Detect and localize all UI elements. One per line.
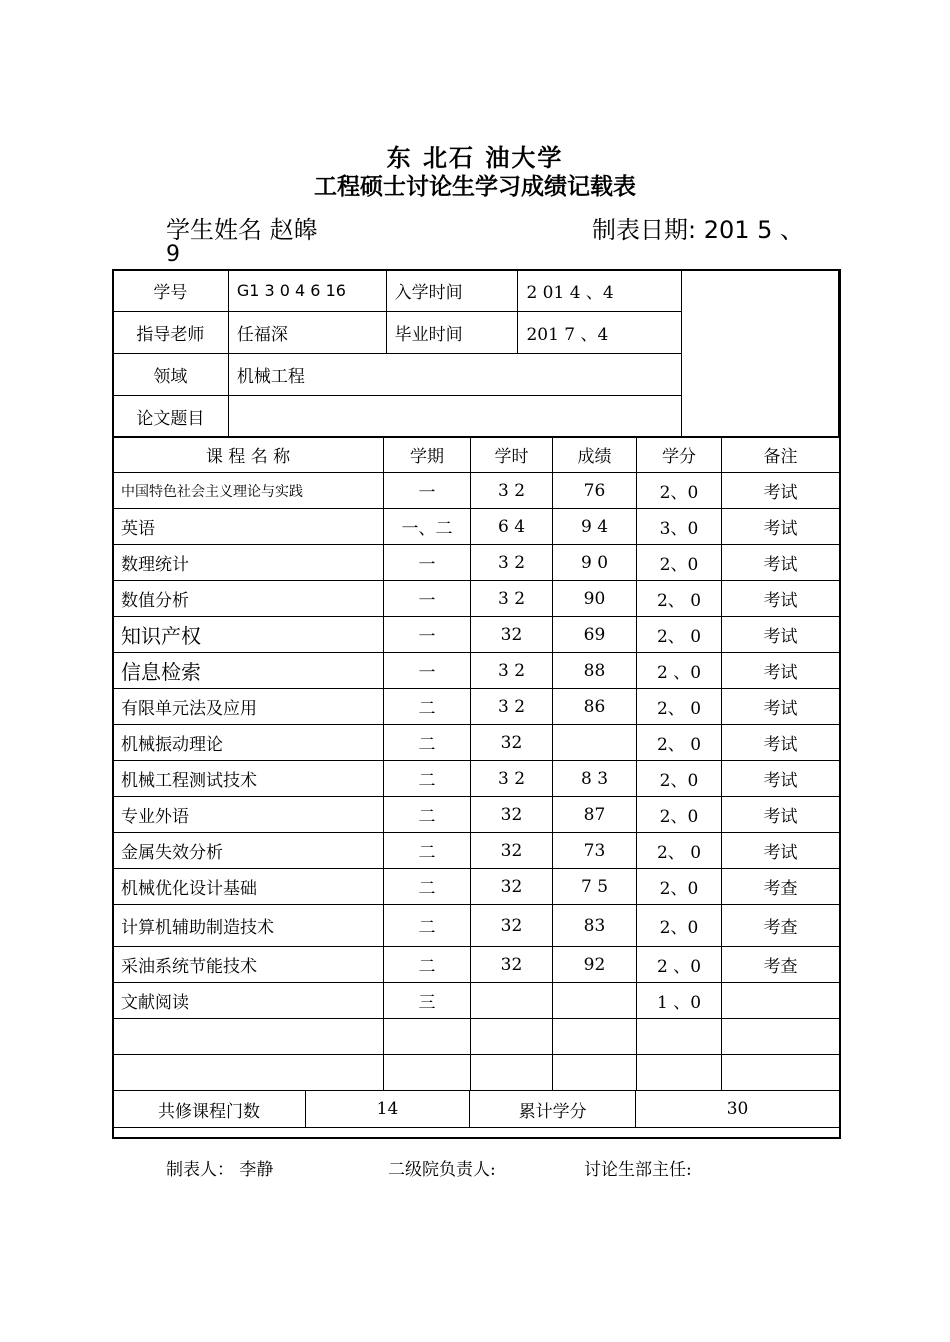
university-name: 东 北石 油大学	[386, 144, 564, 172]
course-credit: 2、0	[637, 545, 722, 581]
totals-row	[113, 1091, 840, 1128]
course-note: 考查	[722, 947, 840, 983]
student-info-table	[112, 269, 839, 438]
course-score: 9 0	[553, 545, 637, 581]
course-credit: 2、0	[637, 797, 722, 833]
course-hours: 3 2	[471, 689, 553, 725]
field-value: 机械工程	[228, 354, 681, 396]
course-score	[553, 725, 637, 761]
course-term: 三	[384, 983, 471, 1019]
course-note	[722, 983, 840, 1019]
field-label: 领域	[113, 354, 229, 396]
id-label: 学号	[113, 270, 229, 312]
total-credits-value: 30	[726, 1099, 749, 1119]
table-row	[113, 617, 840, 653]
course-note: 考试	[722, 617, 840, 653]
course-hours	[471, 1019, 553, 1055]
course-name: 专业外语	[113, 797, 384, 833]
course-term: 一	[384, 653, 471, 689]
thesis-value	[228, 396, 681, 438]
office-head: 讨论生部主任:	[584, 1160, 692, 1180]
advisor-label: 指导老师	[113, 312, 229, 354]
course-credit: 2、0	[637, 869, 722, 905]
course-hours: 32	[471, 905, 553, 947]
col-credit: 学分	[637, 437, 722, 473]
course-hours: 32	[471, 617, 553, 653]
course-credit	[637, 1055, 722, 1091]
course-score	[553, 983, 637, 1019]
table-row	[113, 833, 840, 869]
course-term: 一	[384, 473, 471, 509]
enroll-value: 2 01 4 、4	[518, 270, 682, 312]
course-credit: 2、0	[637, 761, 722, 797]
col-score: 成绩	[553, 437, 637, 473]
course-name: 英语	[113, 509, 384, 545]
course-hours: 32	[471, 725, 553, 761]
course-score: 7 5	[553, 869, 637, 905]
course-note: 考试	[722, 581, 840, 617]
col-hours: 学时	[471, 437, 553, 473]
course-hours: 3 2	[471, 761, 553, 797]
course-credit: 2、 0	[637, 581, 722, 617]
course-note: 考查	[722, 905, 840, 947]
course-term: 二	[384, 833, 471, 869]
table-row	[113, 983, 840, 1019]
course-name: 有限单元法及应用	[113, 689, 384, 725]
course-name: 采油系统节能技术	[113, 947, 384, 983]
grad-value: 201 7 、4	[518, 312, 682, 354]
id-value: G1 3 0 4 6 16	[228, 270, 386, 312]
course-score: 8 3	[553, 761, 637, 797]
course-term: 二	[384, 947, 471, 983]
course-hours: 32	[471, 947, 553, 983]
course-term: 二	[384, 689, 471, 725]
course-term: 一	[384, 581, 471, 617]
table-row	[113, 1019, 840, 1055]
course-name: 机械振动理论	[113, 725, 384, 761]
course-term: 二	[384, 797, 471, 833]
course-score: 86	[553, 689, 637, 725]
total-courses-label: 共修课程门数	[113, 1091, 306, 1127]
dept-head: 二级院负责人:	[388, 1160, 496, 1180]
form-date: 制表日期: 201 5 、	[592, 216, 805, 244]
course-note: 考试	[722, 761, 840, 797]
thesis-label: 论文题目	[113, 396, 229, 438]
course-score: 90	[553, 581, 637, 617]
course-term	[384, 1055, 471, 1091]
course-score	[553, 1019, 637, 1055]
total-courses-value: 14	[306, 1091, 470, 1127]
course-score: 88	[553, 653, 637, 689]
total-credits-label: 累计学分	[470, 1091, 636, 1127]
table-row	[113, 905, 840, 947]
course-name	[113, 1055, 384, 1091]
course-credit: 2、 0	[637, 833, 722, 869]
col-note: 备注	[722, 437, 840, 473]
course-credit: 1 、0	[637, 983, 722, 1019]
form-title: 工程硕士讨论生学习成绩记载表	[314, 174, 636, 200]
course-note: 考查	[722, 869, 840, 905]
course-credit: 2、 0	[637, 689, 722, 725]
form-maker: 制表人： 李静	[166, 1160, 274, 1180]
table-row	[113, 725, 840, 761]
course-hours	[471, 1055, 553, 1091]
header-row	[113, 437, 840, 473]
course-note: 考试	[722, 473, 840, 509]
course-score: 87	[553, 797, 637, 833]
table-row	[113, 545, 840, 581]
course-table	[112, 436, 840, 1128]
course-name: 机械优化设计基础	[113, 869, 384, 905]
table-row	[113, 947, 840, 983]
course-name: 知识产权	[113, 617, 384, 653]
course-hours: 3 2	[471, 473, 553, 509]
course-credit: 2、0	[637, 905, 722, 947]
course-note: 考试	[722, 545, 840, 581]
course-credit: 2、0	[637, 473, 722, 509]
course-note: 考试	[722, 833, 840, 869]
course-score: 69	[553, 617, 637, 653]
enroll-label: 入学时间	[386, 270, 518, 312]
course-note: 考试	[722, 509, 840, 545]
course-note: 考试	[722, 725, 840, 761]
course-credit: 2 、0	[637, 653, 722, 689]
grad-label: 毕业时间	[386, 312, 518, 354]
course-credit: 2 、0	[637, 947, 722, 983]
course-term: 一	[384, 545, 471, 581]
table-row	[113, 473, 840, 509]
course-hours: 3 2	[471, 653, 553, 689]
course-score: 76	[553, 473, 637, 509]
course-name: 数理统计	[113, 545, 384, 581]
course-credit: 2、 0	[637, 617, 722, 653]
col-course-name: 课 程 名 称	[113, 437, 384, 473]
course-name: 文献阅读	[113, 983, 384, 1019]
course-hours: 32	[471, 833, 553, 869]
course-score: 9 4	[553, 509, 637, 545]
photo-box	[682, 270, 839, 438]
course-hours: 3 2	[471, 581, 553, 617]
table-row	[113, 869, 840, 905]
course-hours: 32	[471, 869, 553, 905]
course-note: 考试	[722, 797, 840, 833]
course-note: 考试	[722, 653, 840, 689]
course-note: 考试	[722, 689, 840, 725]
table-row	[113, 653, 840, 689]
form-date-continued: 9	[166, 242, 180, 267]
course-credit: 3、0	[637, 509, 722, 545]
course-note	[722, 1055, 840, 1091]
table-row	[113, 581, 840, 617]
course-name: 数值分析	[113, 581, 384, 617]
table-row	[113, 761, 840, 797]
course-credit	[637, 1019, 722, 1055]
course-term: 二	[384, 761, 471, 797]
course-score: 83	[553, 905, 637, 947]
course-score	[553, 1055, 637, 1091]
course-term: 一、二	[384, 509, 471, 545]
course-term: 一	[384, 617, 471, 653]
table-row	[113, 509, 840, 545]
course-name	[113, 1019, 384, 1055]
course-credit: 2、 0	[637, 725, 722, 761]
course-term: 二	[384, 725, 471, 761]
course-name: 计算机辅助制造技术	[113, 905, 384, 947]
course-score: 73	[553, 833, 637, 869]
col-term: 学期	[384, 437, 471, 473]
course-name: 信息检索	[113, 653, 384, 689]
course-term: 二	[384, 905, 471, 947]
course-name: 金属失效分析	[113, 833, 384, 869]
course-note	[722, 1019, 840, 1055]
student-name: 学生姓名 赵皞	[166, 216, 318, 244]
course-hours	[471, 983, 553, 1019]
course-term: 二	[384, 869, 471, 905]
course-hours: 3 2	[471, 545, 553, 581]
course-term	[384, 1019, 471, 1055]
table-row	[113, 1055, 840, 1091]
course-name: 机械工程测试技术	[113, 761, 384, 797]
course-hours: 6 4	[471, 509, 553, 545]
course-hours: 32	[471, 797, 553, 833]
table-row	[113, 689, 840, 725]
course-name: 中国特色社会主义理论与实践	[113, 473, 384, 509]
advisor-value: 任福深	[228, 312, 386, 354]
totals-cell	[113, 1091, 840, 1128]
table-row	[113, 797, 840, 833]
course-score: 92	[553, 947, 637, 983]
